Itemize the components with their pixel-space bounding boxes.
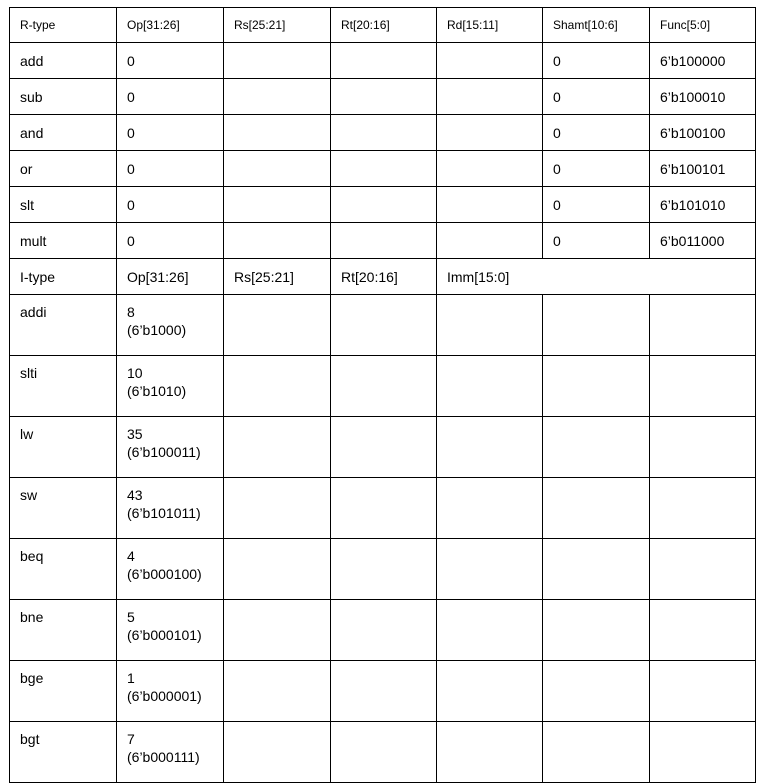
table-row xyxy=(10,600,756,661)
empty-cell xyxy=(437,417,543,478)
empty-cell xyxy=(224,43,331,79)
opcode-binary: (6’b000111) xyxy=(127,749,200,765)
instruction-name: mult xyxy=(10,223,117,259)
empty-cell xyxy=(224,115,331,151)
empty-cell xyxy=(650,478,756,539)
opcode-cell xyxy=(117,417,224,478)
opcode-decimal: 4 xyxy=(127,548,135,564)
table-row xyxy=(10,661,756,722)
header-cell: R-type xyxy=(10,8,117,43)
table-row xyxy=(10,115,756,151)
empty-cell xyxy=(224,722,331,783)
empty-cell xyxy=(437,115,543,151)
opcode-cell: 0 xyxy=(117,223,224,259)
empty-cell xyxy=(331,223,437,259)
empty-cell xyxy=(437,539,543,600)
instruction-name: slti xyxy=(10,356,117,417)
empty-cell xyxy=(331,43,437,79)
table-row xyxy=(10,79,756,115)
header-cell: Imm[15:0] xyxy=(437,259,756,295)
func-cell: 6’b100101 xyxy=(650,151,756,187)
empty-cell xyxy=(224,295,331,356)
empty-cell xyxy=(543,661,650,722)
shamt-cell: 0 xyxy=(543,187,650,223)
empty-cell xyxy=(331,79,437,115)
table-row xyxy=(10,223,756,259)
shamt-cell: 0 xyxy=(543,79,650,115)
opcode-cell xyxy=(117,600,224,661)
table-row xyxy=(10,295,756,356)
table-row xyxy=(10,539,756,600)
table-row xyxy=(10,478,756,539)
empty-cell xyxy=(224,356,331,417)
empty-cell xyxy=(224,151,331,187)
empty-cell xyxy=(437,187,543,223)
header-cell: Rt[20:16] xyxy=(331,259,437,295)
func-cell: 6’b100000 xyxy=(650,43,756,79)
table-row xyxy=(10,151,756,187)
opcode-cell xyxy=(117,356,224,417)
empty-cell xyxy=(650,539,756,600)
opcode-decimal: 8 xyxy=(127,304,135,320)
empty-cell xyxy=(650,722,756,783)
opcode-binary: (6’b1010) xyxy=(127,383,187,399)
instruction-name: bge xyxy=(10,661,117,722)
empty-cell xyxy=(224,478,331,539)
r-type-header-row xyxy=(10,8,756,43)
opcode-binary: (6’b000001) xyxy=(127,688,202,704)
empty-cell xyxy=(331,539,437,600)
opcode-cell: 0 xyxy=(117,187,224,223)
instruction-name: sw xyxy=(10,478,117,539)
empty-cell xyxy=(331,295,437,356)
empty-cell xyxy=(543,478,650,539)
empty-cell xyxy=(331,115,437,151)
empty-cell xyxy=(437,43,543,79)
empty-cell xyxy=(224,417,331,478)
table-row xyxy=(10,356,756,417)
empty-cell xyxy=(437,356,543,417)
shamt-cell: 0 xyxy=(543,43,650,79)
table-row xyxy=(10,187,756,223)
instruction-name: bne xyxy=(10,600,117,661)
empty-cell xyxy=(650,661,756,722)
empty-cell xyxy=(650,600,756,661)
empty-cell xyxy=(437,661,543,722)
empty-cell xyxy=(650,356,756,417)
header-cell: Rs[25:21] xyxy=(224,259,331,295)
empty-cell xyxy=(224,223,331,259)
empty-cell xyxy=(543,722,650,783)
header-cell: Func[5:0] xyxy=(650,8,756,43)
empty-cell xyxy=(650,417,756,478)
empty-cell xyxy=(437,79,543,115)
opcode-binary: (6’b000101) xyxy=(127,627,202,643)
empty-cell xyxy=(331,600,437,661)
instruction-name: lw xyxy=(10,417,117,478)
shamt-cell: 0 xyxy=(543,151,650,187)
empty-cell xyxy=(437,600,543,661)
opcode-cell xyxy=(117,295,224,356)
instruction-name: sub xyxy=(10,79,117,115)
empty-cell xyxy=(331,722,437,783)
empty-cell xyxy=(224,79,331,115)
opcode-decimal: 35 xyxy=(127,426,143,442)
instruction-name: or xyxy=(10,151,117,187)
empty-cell xyxy=(543,295,650,356)
i-type-header-row xyxy=(10,259,756,295)
instruction-encoding-table xyxy=(9,7,756,783)
opcode-binary: (6’b100011) xyxy=(127,444,201,460)
opcode-binary: (6’b101011) xyxy=(127,505,201,521)
instruction-name: slt xyxy=(10,187,117,223)
opcode-cell xyxy=(117,661,224,722)
opcode-cell xyxy=(117,539,224,600)
empty-cell xyxy=(543,356,650,417)
func-cell: 6’b100100 xyxy=(650,115,756,151)
opcode-cell: 0 xyxy=(117,79,224,115)
func-cell: 6’b100010 xyxy=(650,79,756,115)
opcode-decimal: 10 xyxy=(127,365,143,381)
opcode-decimal: 43 xyxy=(127,487,143,503)
empty-cell xyxy=(543,600,650,661)
empty-cell xyxy=(331,187,437,223)
empty-cell xyxy=(224,600,331,661)
empty-cell xyxy=(224,661,331,722)
opcode-cell: 0 xyxy=(117,43,224,79)
empty-cell xyxy=(437,722,543,783)
table-row xyxy=(10,417,756,478)
empty-cell xyxy=(437,295,543,356)
empty-cell xyxy=(331,417,437,478)
empty-cell xyxy=(543,539,650,600)
empty-cell xyxy=(437,151,543,187)
table-row xyxy=(10,43,756,79)
shamt-cell: 0 xyxy=(543,115,650,151)
header-cell: Op[31:26] xyxy=(117,259,224,295)
empty-cell xyxy=(650,295,756,356)
header-cell: Rt[20:16] xyxy=(331,8,437,43)
opcode-cell: 0 xyxy=(117,115,224,151)
empty-cell xyxy=(437,478,543,539)
empty-cell xyxy=(331,151,437,187)
empty-cell xyxy=(224,187,331,223)
instruction-name: beq xyxy=(10,539,117,600)
shamt-cell: 0 xyxy=(543,223,650,259)
opcode-binary: (6’b1000) xyxy=(127,322,187,338)
opcode-binary: (6’b000100) xyxy=(127,566,202,582)
table-row xyxy=(10,722,756,783)
func-cell: 6’b101010 xyxy=(650,187,756,223)
opcode-cell: 0 xyxy=(117,151,224,187)
opcode-decimal: 5 xyxy=(127,609,135,625)
empty-cell xyxy=(331,661,437,722)
opcode-decimal: 1 xyxy=(127,670,135,686)
empty-cell xyxy=(224,539,331,600)
header-cell: Rs[25:21] xyxy=(224,8,331,43)
header-cell: I-type xyxy=(10,259,117,295)
opcode-cell xyxy=(117,478,224,539)
opcode-cell xyxy=(117,722,224,783)
header-cell: Op[31:26] xyxy=(117,8,224,43)
func-cell: 6’b011000 xyxy=(650,223,756,259)
instruction-name: addi xyxy=(10,295,117,356)
header-cell: Shamt[10:6] xyxy=(543,8,650,43)
empty-cell xyxy=(331,356,437,417)
empty-cell xyxy=(437,223,543,259)
instruction-name: and xyxy=(10,115,117,151)
instruction-name: bgt xyxy=(10,722,117,783)
empty-cell xyxy=(331,478,437,539)
header-cell: Rd[15:11] xyxy=(437,8,543,43)
opcode-decimal: 7 xyxy=(127,731,135,747)
empty-cell xyxy=(543,417,650,478)
instruction-name: add xyxy=(10,43,117,79)
